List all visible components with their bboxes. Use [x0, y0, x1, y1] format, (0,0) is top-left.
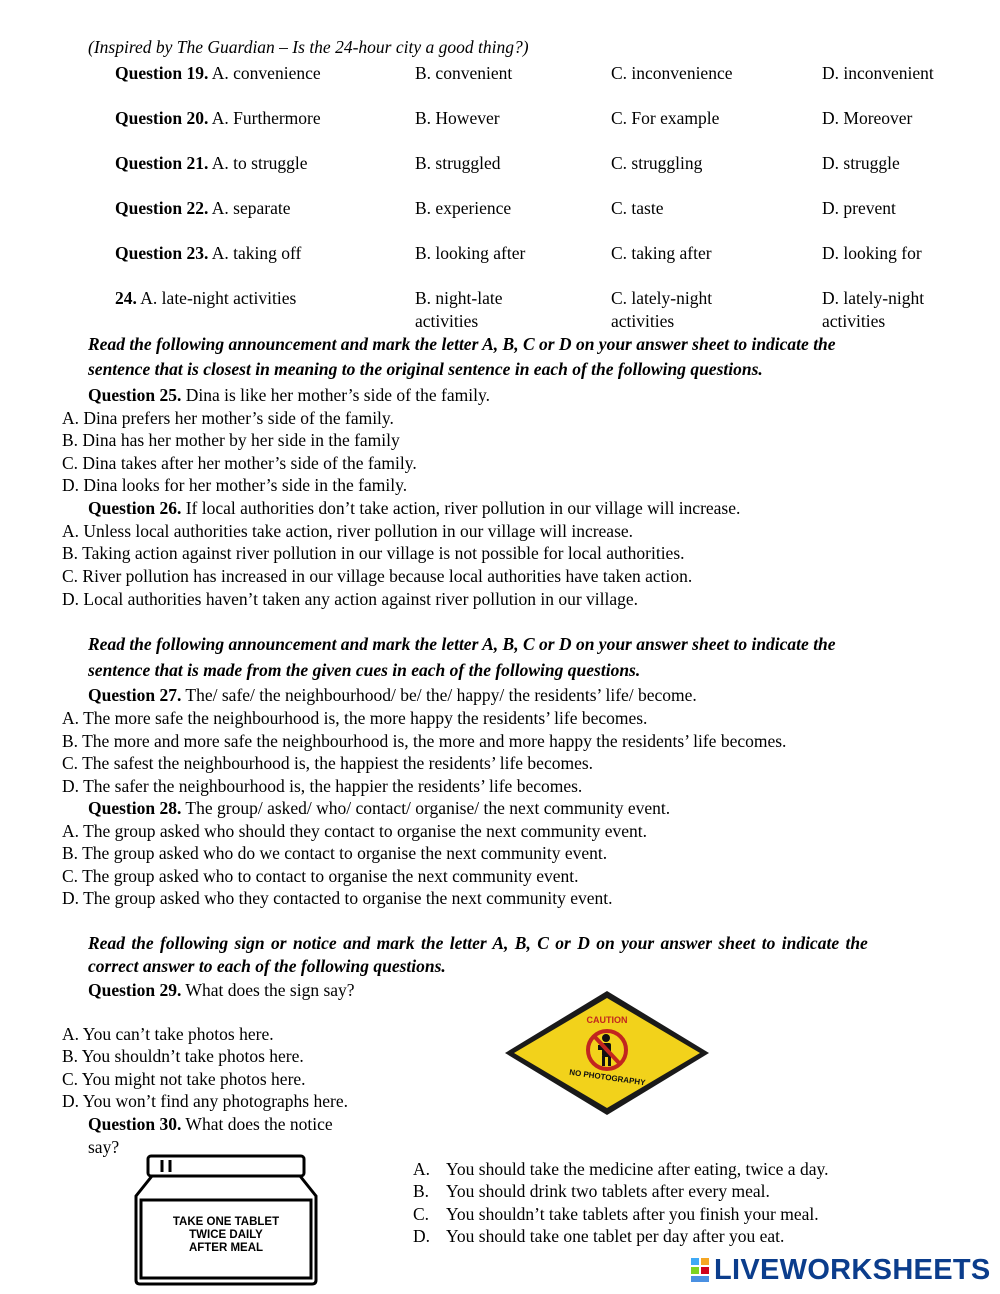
option-c[interactable]: C. taking after [611, 243, 712, 263]
option-a[interactable]: A. The more safe the neighbourhood is, the more happy the residents’ life becomes. [62, 708, 648, 728]
question-label: Question 20. [115, 108, 209, 128]
option-text: You shouldn’t take tablets after you finish your meal. [446, 1204, 819, 1224]
option-c[interactable]: C. You might not take photos here. [62, 1069, 306, 1089]
option-d[interactable]: D. prevent [822, 198, 896, 218]
option-c[interactable] [413, 1203, 819, 1226]
option-d[interactable]: D. inconvenient [822, 63, 934, 83]
option-d[interactable]: D. You won’t find any photographs here. [62, 1091, 348, 1111]
option-c[interactable]: C. lately-night activities [611, 288, 713, 331]
option-letter: D. [413, 1226, 431, 1246]
option-a[interactable]: A. convenience [211, 63, 321, 83]
bottle-label-line2: TWICE DAILY [189, 1229, 263, 1241]
option-d[interactable]: D. lately-night activities [822, 288, 925, 331]
question-label: Question 25. [88, 385, 182, 405]
medicine-bottle-label [132, 1152, 324, 1287]
option-a[interactable]: A. to struggle [211, 153, 308, 173]
option-b[interactable]: B. Taking action against river pollution in our village is not possible for local authorities. [62, 543, 685, 563]
option-c[interactable]: C. taste [611, 198, 664, 218]
logo-text: LIVEWORKSHEETS [714, 1253, 991, 1286]
option-letter: B. [413, 1181, 430, 1201]
option-b[interactable]: B. night-late activities [415, 288, 503, 331]
question-text: The group/ asked/ who/ contact/ organise/ the next community event. [185, 798, 671, 818]
option-c[interactable]: C. River pollution has increased in our village because local authorities have taken action. [62, 566, 693, 586]
instruction-line: Read the following announcement and mark the letter A, B, C or D on your answer sheet to indicate the [88, 634, 836, 654]
option-d[interactable]: D. looking for [822, 243, 922, 263]
option-a[interactable]: A. Dina prefers her mother’s side of the family. [62, 408, 394, 428]
sign-no-photography-text: NO PHOTOGRAPHY [568, 1067, 646, 1088]
question-label: Question 28. [88, 798, 182, 818]
option-d[interactable]: D. Local authorities haven’t taken any action against river pollution in our village. [62, 589, 639, 609]
option-a[interactable]: A. The group asked who should they contact to organise the next community event. [62, 821, 647, 841]
question-label: Question 29. [88, 980, 182, 1000]
option-b[interactable]: B. However [415, 108, 500, 128]
instruction-line: correct answer to each of the following questions. [88, 956, 446, 976]
option-b[interactable]: B. Dina has her mother by her side in the family [62, 430, 400, 450]
no-photography-sign [502, 988, 712, 1118]
option-c[interactable]: C. The group asked who to contact to organise the next community event. [62, 866, 579, 886]
option-d[interactable]: D. struggle [822, 153, 900, 173]
question-label: Question 27. [88, 685, 182, 705]
question-label: Question 22. [115, 198, 209, 218]
liveworksheets-logo[interactable] [690, 1252, 991, 1288]
option-letter: A. [413, 1159, 431, 1179]
option-c[interactable]: C. Dina takes after her mother’s side of the family. [62, 453, 417, 473]
option-text: You should take the medicine after eating, twice a day. [446, 1159, 829, 1179]
option-a[interactable]: A. late-night activities [140, 288, 297, 308]
question-label: Question 19. [115, 63, 209, 83]
bottle-label-line3: AFTER MEAL [188, 1242, 264, 1254]
logo-icon [690, 1257, 710, 1283]
option-d[interactable]: D. The group asked who they contacted to organise the next community event. [62, 888, 613, 908]
question-text-cont: say? [88, 1137, 120, 1157]
option-a[interactable]: A. You can’t take photos here. [62, 1024, 274, 1044]
option-b[interactable]: B. struggled [415, 153, 501, 173]
question-text: What does the sign say? [185, 980, 355, 1000]
instruction-line: sentence that is closest in meaning to the original sentence in each of the following questions. [88, 359, 763, 379]
instruction-line: sentence that is made from the given cues in each of the following questions. [88, 660, 641, 680]
source-line: (Inspired by The Guardian – Is the 24-hour city a good thing?) [88, 37, 529, 57]
question-text: Dina is like her mother’s side of the family. [185, 385, 490, 405]
option-a[interactable] [413, 1158, 828, 1181]
option-d[interactable]: D. Moreover [822, 108, 913, 128]
option-c[interactable]: C. inconvenience [611, 63, 733, 83]
option-text: You should drink two tablets after every meal. [446, 1181, 770, 1201]
question-label: 24. [115, 288, 137, 308]
option-a[interactable]: A. taking off [211, 243, 302, 263]
option-b[interactable]: B. looking after [415, 243, 526, 263]
option-d[interactable]: D. Dina looks for her mother’s side in the family. [62, 475, 408, 495]
option-c[interactable]: C. For example [611, 108, 720, 128]
instruction-line: Read the following sign or notice and mark the letter A, B, C or D on your answer sheet to indicate the [88, 933, 868, 953]
option-c[interactable]: C. struggling [611, 153, 703, 173]
option-b[interactable]: B. You shouldn’t take photos here. [62, 1046, 304, 1066]
option-b[interactable]: B. The more and more safe the neighbourhood is, the more and more happy the residents’ life becomes. [62, 731, 787, 751]
option-a[interactable]: A. Unless local authorities take action, river pollution in our village will increase. [62, 521, 634, 541]
sign-caution-text: CAUTION [586, 1015, 628, 1025]
option-c[interactable]: C. The safest the neighbourhood is, the happiest the residents’ life becomes. [62, 753, 594, 773]
question-label: Question 21. [115, 153, 209, 173]
option-b[interactable]: B. convenient [415, 63, 513, 83]
option-d[interactable] [413, 1225, 784, 1248]
question-label: Question 26. [88, 498, 182, 518]
option-a[interactable]: A. separate [211, 198, 291, 218]
question-text: What does the notice [185, 1114, 333, 1134]
option-letter: C. [413, 1204, 430, 1224]
option-b[interactable]: B. experience [415, 198, 512, 218]
instruction-line: Read the following announcement and mark the letter A, B, C or D on your answer sheet to indicate the [88, 334, 836, 354]
question-text: The/ safe/ the neighbourhood/ be/ the/ happy/ the residents’ life/ become. [185, 685, 697, 705]
option-b[interactable] [413, 1180, 770, 1203]
question-label: Question 30. [88, 1114, 182, 1134]
option-d[interactable]: D. The safer the neighbourhood is, the happier the residents’ life becomes. [62, 776, 583, 796]
bottle-label-line1: TAKE ONE TABLET [172, 1216, 280, 1228]
option-text: You should take one tablet per day after you eat. [446, 1226, 785, 1246]
question-text: If local authorities don’t take action, river pollution in our village will increase. [185, 498, 741, 518]
option-b[interactable]: B. The group asked who do we contact to organise the next community event. [62, 843, 608, 863]
option-a[interactable]: A. Furthermore [211, 108, 321, 128]
question-label: Question 23. [115, 243, 209, 263]
